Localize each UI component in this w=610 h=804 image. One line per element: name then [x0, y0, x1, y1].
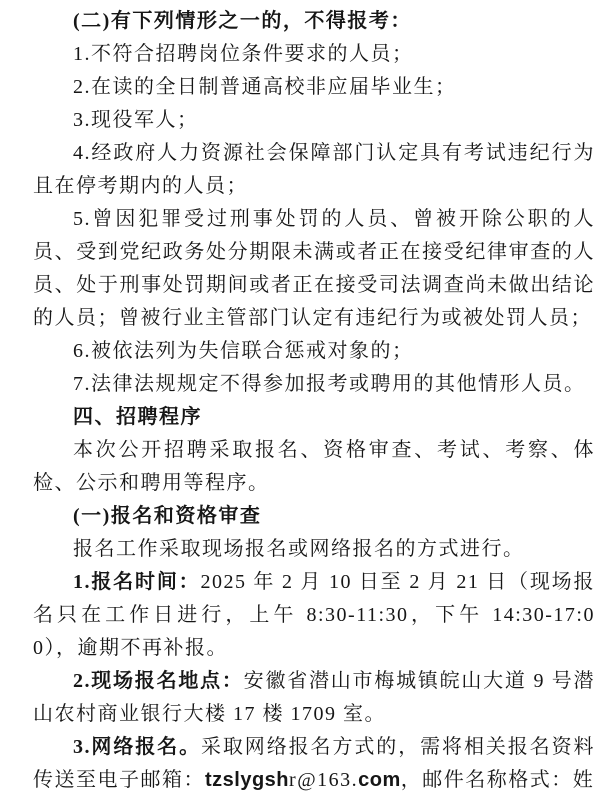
text-run: 四、招聘程序 [73, 406, 202, 428]
text-run: 2.现场报名地点： [73, 670, 244, 692]
text-run: 3.现役军人； [73, 109, 199, 131]
item-3 [33, 104, 595, 137]
text-run: tzslygsh [205, 769, 290, 791]
para-registration-method [33, 533, 595, 566]
text-run: com [358, 769, 401, 791]
text-run: 报名工作采取现场报名或网络报名的方式进行。 [73, 538, 525, 560]
item-6 [33, 335, 595, 368]
text-run: 5.曾因犯罪受过刑事处罚的人员、曾被开除公职的人员、受到党纪政务处分期限未满或者正在接受纪律审查的人员、处于刑事处罚期间或者正在接受司法调查尚未做出结论的人员；曾被行业主管部门认定有违纪行为或被处罚人员； [33, 208, 595, 329]
text-run: 2025 年 2 月 10 日至 2 月 21 日（现场报名只在工作日进行，上午 8:30-11:30，下午 14:30-17:00），逾期不再补报。 [33, 571, 595, 659]
para-registration-time [33, 566, 595, 665]
text-run: 采取网络报名方式的，需将相关报名资料传送至电子邮箱： [33, 736, 596, 791]
item-1 [33, 38, 595, 71]
item-7 [33, 368, 595, 401]
text-run: 3.网络报名。 [73, 736, 201, 758]
text-run: 安徽省潜山市梅城镇皖山大道 9 号潜山农村商业银行大楼 17 楼 1709 室。 [33, 670, 596, 725]
text-run: 1.不符合招聘岗位条件要求的人员； [73, 43, 414, 65]
text-run: 2.在读的全日制普通高校非应届毕业生； [73, 76, 457, 98]
text-run: ，邮件名称格式：姓 [400, 769, 595, 791]
text-run: 1.报名时间： [73, 571, 201, 593]
heading-chapter-4-procedure [33, 401, 595, 434]
text-run: (二)有下列情形之一的，不得报考： [73, 10, 412, 32]
text-run: 本次公开招聘采取报名、资格审查、考试、考察、体检、公示和聘用等程序。 [33, 439, 595, 494]
heading-section-1-registration [33, 500, 595, 533]
heading-section-2-disqualifications [33, 5, 595, 38]
para-online-registration [33, 731, 595, 797]
text-run: (一)报名和资格审查 [73, 505, 262, 527]
item-5 [33, 203, 595, 335]
para-onsite-location [33, 665, 595, 731]
text-run: 7.法律法规规定不得参加报考或聘用的其他情形人员。 [73, 373, 586, 395]
item-4 [33, 137, 595, 203]
text-run: 6.被依法列为失信联合惩戒对象的； [73, 340, 414, 362]
text-run: 4.经政府人力资源社会保障部门认定具有考试违纪行为且在停考期内的人员； [33, 142, 595, 197]
para-procedure-overview [33, 434, 595, 500]
text-run: r@163. [289, 769, 359, 791]
item-2 [33, 71, 595, 104]
